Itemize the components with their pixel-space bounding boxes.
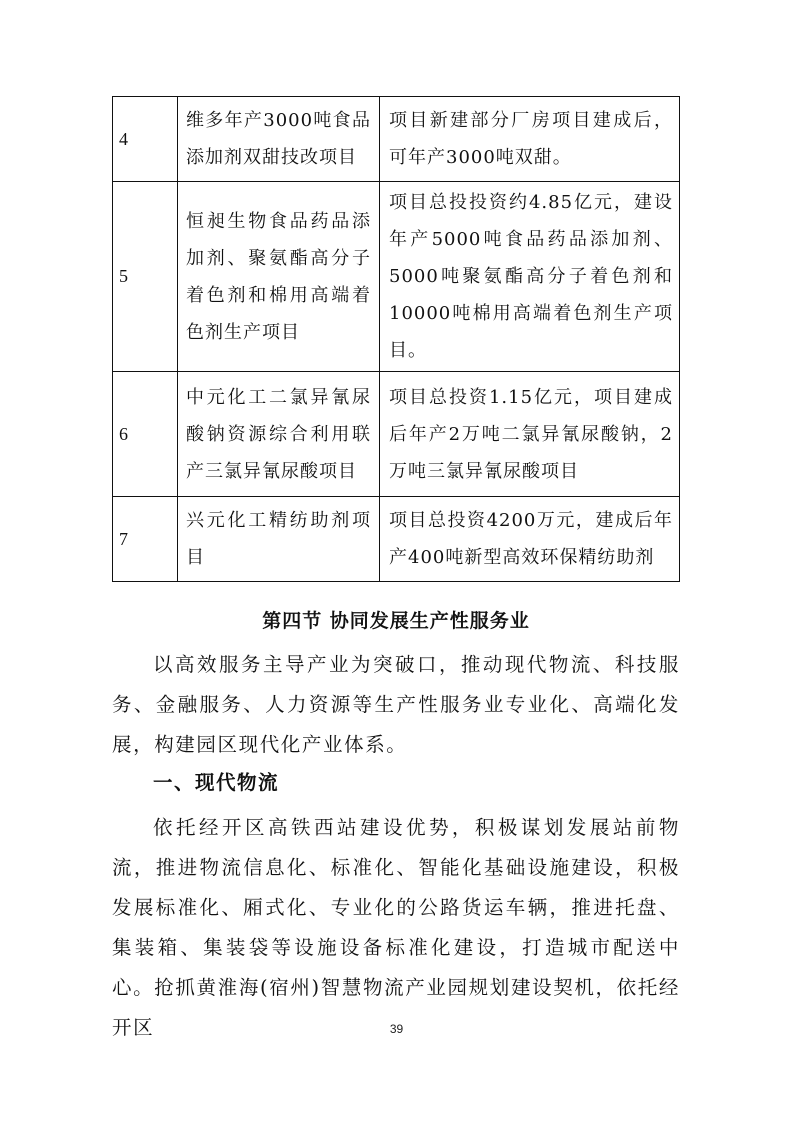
row-number: 7 xyxy=(113,497,178,582)
table-row xyxy=(113,497,680,582)
project-description: 项目总投资4200万元，建成后年产400吨新型高效环保精纺助剂 xyxy=(380,497,680,582)
project-description: 项目新建部分厂房项目建成后，可年产3000吨双甜。 xyxy=(380,97,680,182)
table-row xyxy=(113,97,680,182)
row-number: 6 xyxy=(113,372,178,497)
table-row xyxy=(113,182,680,372)
row-number: 5 xyxy=(113,182,178,372)
project-table xyxy=(112,96,680,582)
logistics-paragraph: 依托经开区高铁西站建设优势，积极谋划发展站前物流，推进物流信息化、标准化、智能化基础设施建设，积极发展标准化、厢式化、专业化的公路货运车辆，推进托盘、集装箱、集装袋等设施设备标准化建设，打造城市配送中心。抢抓黄淮海(宿州)智慧物流产业园规划建设契机，依托经开区 xyxy=(112,816,680,1039)
table-row xyxy=(113,372,680,497)
page-number: 39 xyxy=(389,1022,404,1036)
project-name: 恒昶生物食品药品添加剂、聚氨酯高分子着色剂和棉用高端着色剂生产项目 xyxy=(178,182,380,372)
project-name: 兴元化工精纺助剂项目 xyxy=(178,497,380,582)
project-name: 中元化工二氯异氰尿酸钠资源综合利用联产三氯异氰尿酸项目 xyxy=(178,372,380,497)
subsection-heading: 一、现代物流 xyxy=(153,771,280,794)
section-title: 第四节 协同发展生产性服务业 xyxy=(262,610,530,632)
project-name: 维多年产3000吨食品添加剂双甜技改项目 xyxy=(178,97,380,182)
intro-paragraph: 以高效服务主导产业为突破口，推动现代物流、科技服务、金融服务、人力资源等生产性服务业专业化、高端化发展，构建园区现代化产业体系。 xyxy=(112,653,680,756)
project-description: 项目总投资1.15亿元，项目建成后年产2万吨二氯异氰尿酸钠，2万吨三氯异氰尿酸项目 xyxy=(380,372,680,497)
project-description: 项目总投投资约4.85亿元，建设年产5000吨食品药品添加剂、5000吨聚氨酯高分子着色剂和10000吨棉用高端着色剂生产项目。 xyxy=(380,182,680,372)
row-number: 4 xyxy=(113,97,178,182)
